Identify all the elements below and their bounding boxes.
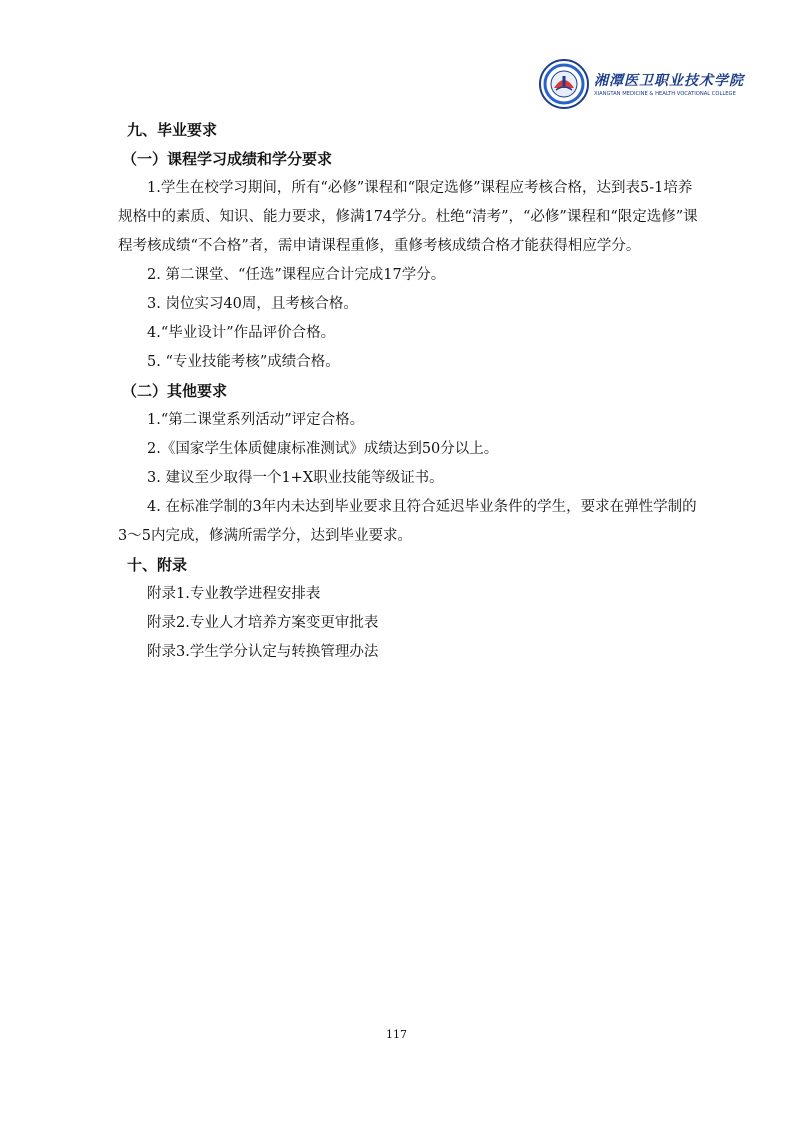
requirement-1-2: 2. 第二课堂、“任选”课程应合计完成17学分。 [147, 267, 446, 283]
subsection-2-title: （二）其他要求 [122, 382, 228, 400]
requirement-2-3: 3. 建议至少取得一个1+X职业技能等级证书。 [147, 470, 444, 486]
document-body [118, 116, 698, 667]
appendix-1: 附录1.专业教学进程安排表 [147, 586, 321, 602]
college-name-cn: 湘潭医卫职业技术学院 [594, 73, 744, 89]
section-9-title: 九、毕业要求 [127, 121, 218, 139]
requirement-1-4: 4.“毕业设计”作品评价合格。 [147, 325, 336, 341]
requirement-2-2: 2.《国家学生体质健康标准测试》成绩达到50分以上。 [147, 441, 499, 457]
page-number: 117 [386, 1028, 407, 1041]
requirement-1-5: 5. “专业技能考核”成绩合格。 [147, 354, 340, 370]
requirement-1-1: 1.学生在校学习期间，所有“必修”课程和“限定选修”课程应考核合格，达到表5-1培养规格中的素质、知识、能力要求，修满174学分。杜绝“清考”，“必修”课程和“限定选修”课程考核成绩“不合格”者，需申请课程重修，重修考核成绩合格才能获得相应学分。 [118, 180, 698, 254]
subsection-1-title: （一）课程学习成绩和学分要求 [122, 150, 333, 168]
appendix-3: 附录3.学生学分认定与转换管理办法 [147, 644, 379, 660]
appendix-2: 附录2.专业人才培养方案变更审批表 [147, 615, 379, 631]
requirement-2-4: 4. 在标准学制的3年内未达到毕业要求且符合延迟毕业条件的学生，要求在弹性学制的3～5内完成，修满所需学分，达到毕业要求。 [118, 499, 697, 544]
college-name-en: XIANGTAN MEDICINE & HEALTH VOCATIONAL COLLEGE [594, 91, 736, 97]
section-10-title: 十、附录 [127, 556, 188, 574]
requirement-2-1: 1.“第二课堂系列活动”评定合格。 [147, 412, 365, 428]
college-seal-icon [538, 58, 590, 110]
college-logo [538, 58, 744, 110]
requirement-1-3: 3. 岗位实习40周，且考核合格。 [147, 296, 358, 312]
